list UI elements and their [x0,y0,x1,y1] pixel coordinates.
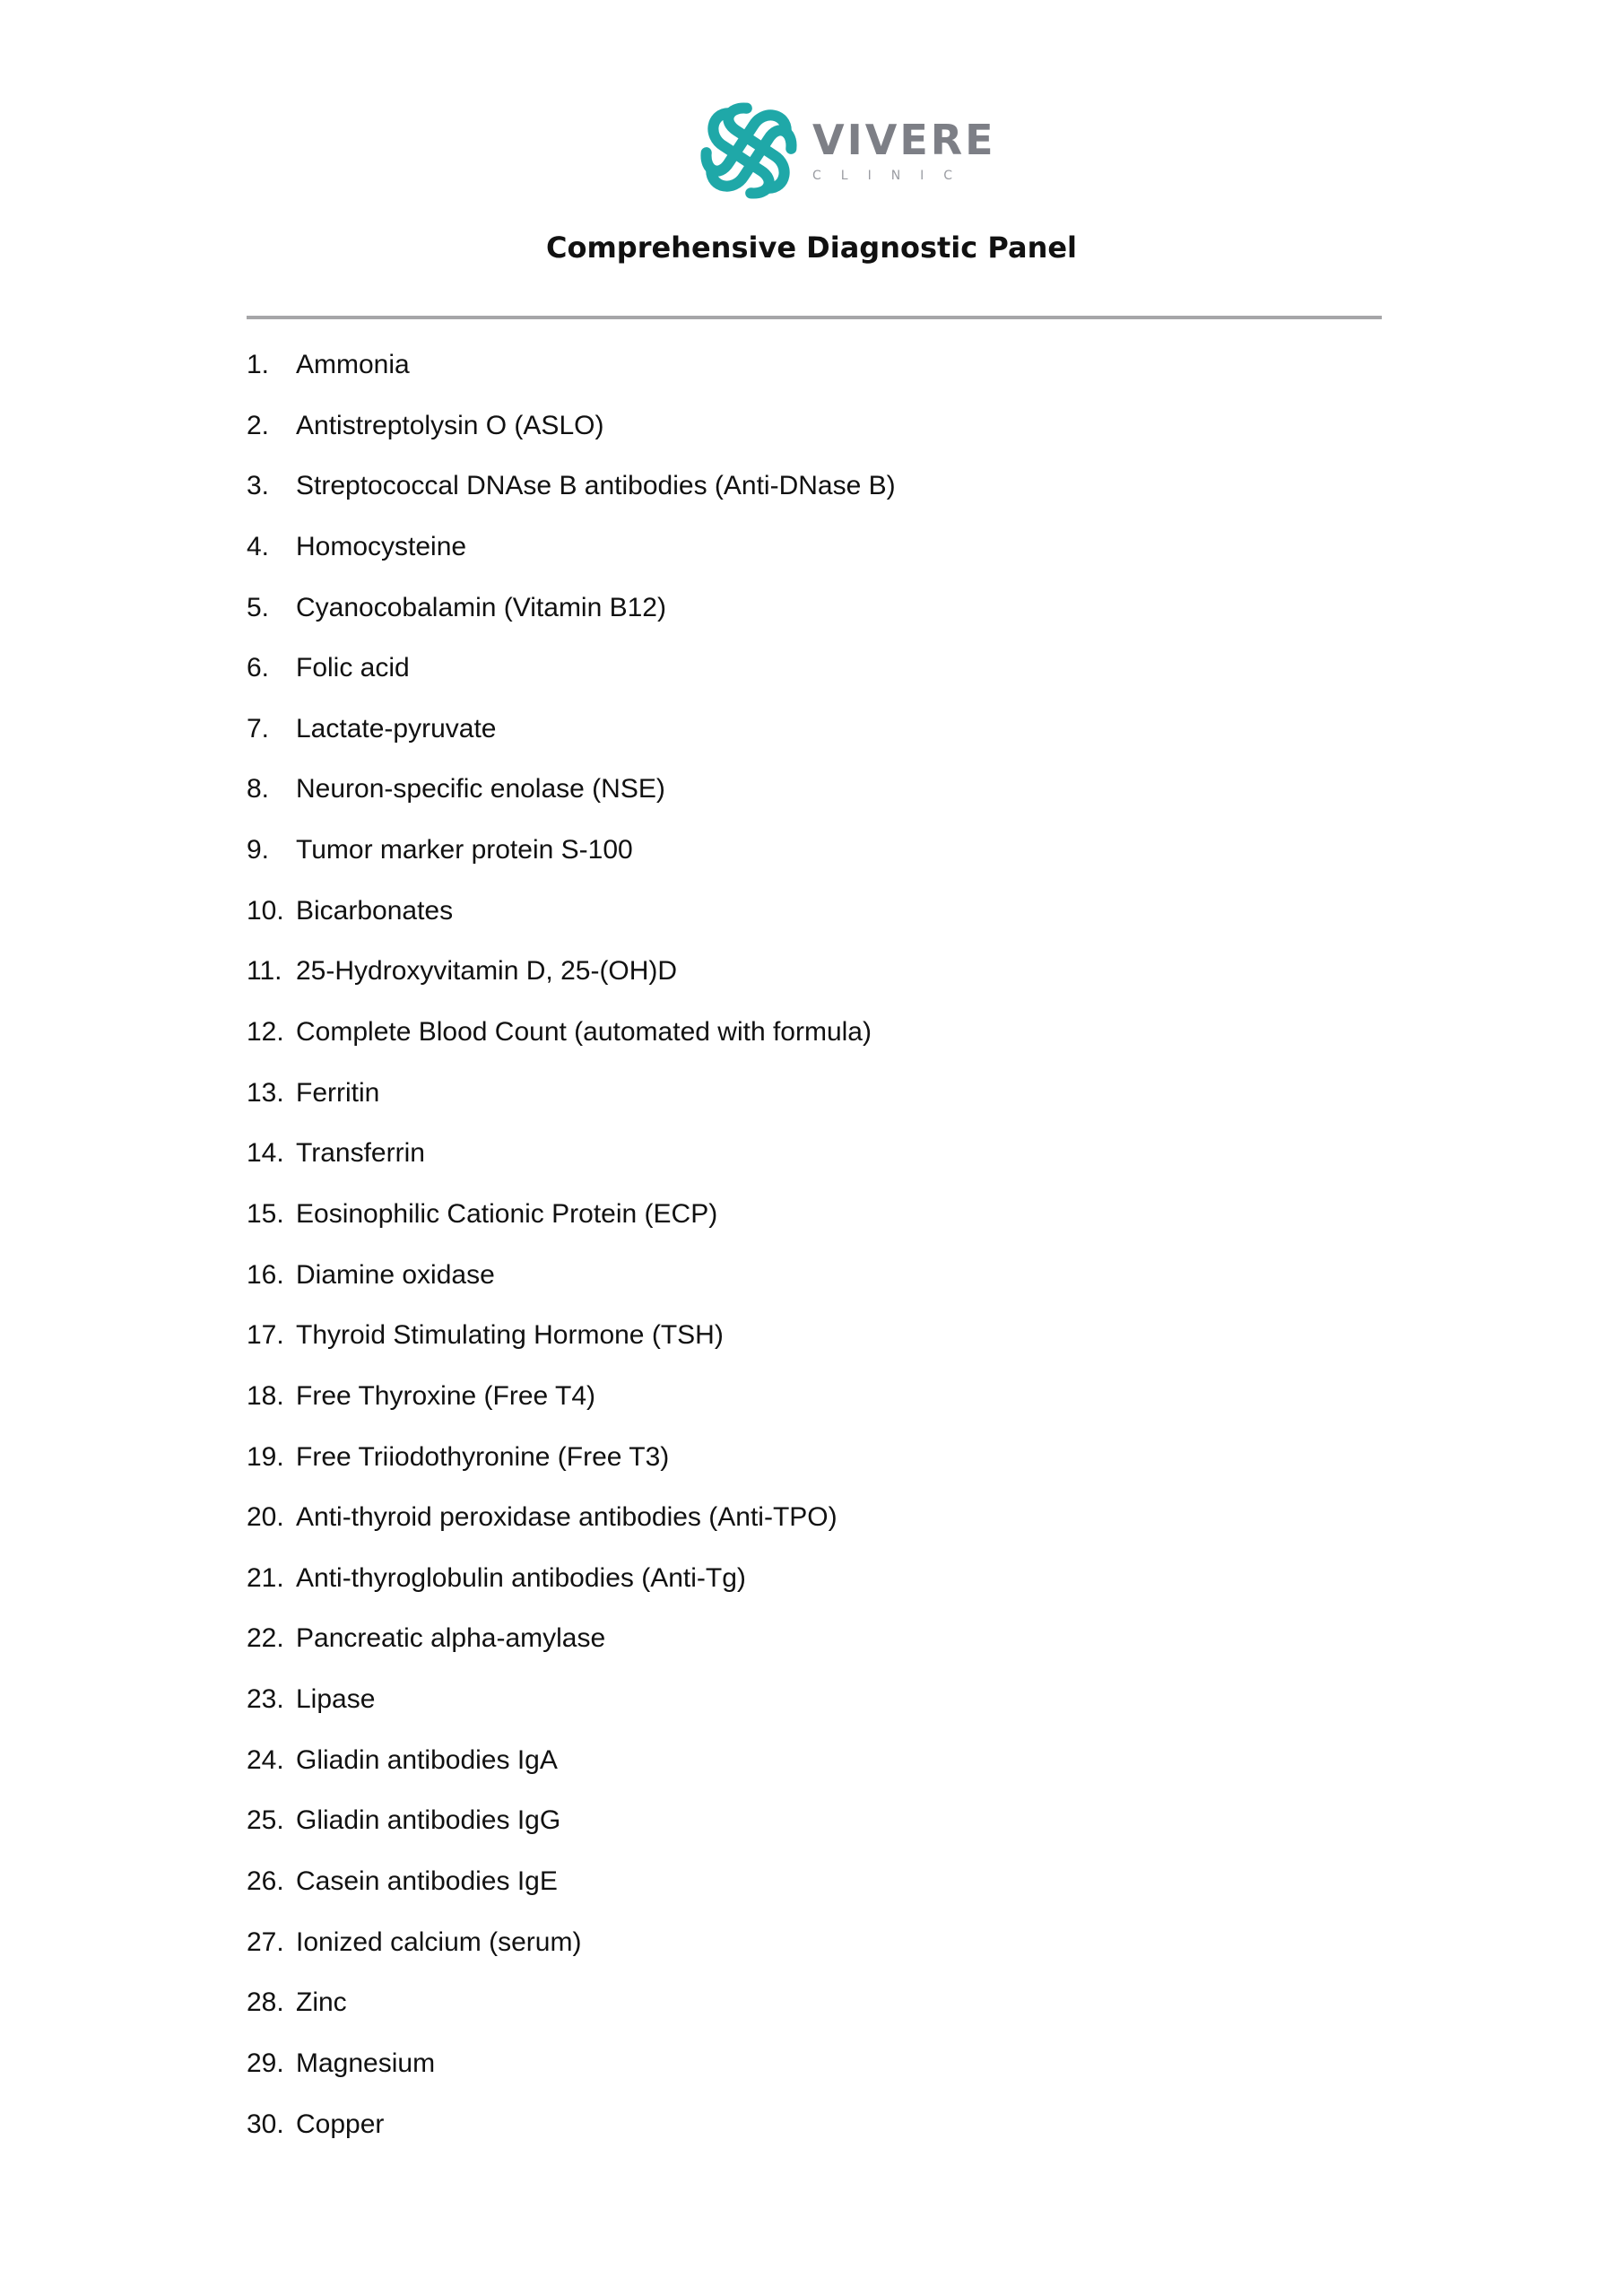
list-item-number: 14. [247,1138,284,1169]
list-item [247,1196,1382,1257]
list-item-label: Streptococcal DNAse B antibodies (Anti-DNase B) [296,471,896,501]
list-item-number: 26. [247,1866,284,1897]
list-item-label: Ammonia [296,350,410,379]
list-item-number: 5. [247,592,270,622]
list-item-label: Antistreptolysin O (ASLO) [296,410,604,440]
list-item-label: Lipase [296,1684,376,1715]
list-item [247,1925,1382,1986]
list-item-number: 4. [247,531,270,561]
list-item-number: 12. [247,1017,284,1048]
list-item [247,1014,1382,1075]
list-item [247,1743,1382,1804]
list-item [247,408,1382,469]
list-item-label: Cyanocobalamin (Vitamin B12) [296,592,666,622]
list-item [247,1985,1382,2046]
list-item-label: 25-Hydroxyvitamin D, 25-(OH)D [296,956,678,987]
list-item [247,893,1382,954]
list-item-label: Neuron-specific enolase (NSE) [296,774,665,804]
clinic-logo [699,101,996,200]
divider [247,316,1382,319]
list-item-label: Free Triiodothyronine (Free T3) [296,1441,670,1472]
list-item-label: Diamine oxidase [296,1259,495,1290]
list-item [247,529,1382,590]
list-item-number: 6. [247,653,270,683]
list-item-number: 18. [247,1380,284,1411]
list-item-label: Complete Blood Count (automated with formula) [296,1017,872,1048]
list-item-label: Free Thyroxine (Free T4) [296,1380,595,1411]
list-item [247,1378,1382,1439]
list-item-label: Casein antibodies IgE [296,1866,558,1897]
list-item-number: 19. [247,1441,284,1472]
logo-text [812,116,996,183]
list-item-label: Bicarbonates [296,895,454,926]
list-item-number: 8. [247,774,270,804]
list-item-number: 16. [247,1259,284,1290]
list-item-label: Anti-thyroid peroxidase antibodies (Anti-TPO) [296,1502,838,1533]
list-item-label: Ferritin [296,1077,380,1108]
list-item [247,590,1382,651]
list-item-label: Copper [296,2109,385,2139]
list-item-label: Magnesium [296,2048,436,2078]
logo-name: VIVERE [812,116,996,164]
list-item [247,1803,1382,1864]
list-item [247,1075,1382,1136]
list-item-label: Thyroid Stimulating Hormone (TSH) [296,1320,724,1351]
list-item-number: 3. [247,471,270,501]
list-item-number: 27. [247,1926,284,1957]
list-item-number: 20. [247,1502,284,1533]
list-item-number: 25. [247,1805,284,1836]
list-item-label: Gliadin antibodies IgG [296,1805,561,1836]
list-item-number: 10. [247,895,284,926]
list-item [247,468,1382,529]
test-list [247,347,1382,2167]
list-item-number: 30. [247,2109,284,2139]
list-item [247,832,1382,893]
list-item [247,650,1382,711]
list-item-number: 17. [247,1320,284,1351]
list-item [247,711,1382,772]
list-item-label: Gliadin antibodies IgA [296,1744,558,1775]
list-item [247,1864,1382,1925]
list-item [247,771,1382,832]
list-item-number: 24. [247,1744,284,1775]
list-item-number: 13. [247,1077,284,1108]
list-item [247,2046,1382,2107]
list-item [247,1439,1382,1500]
list-item-label: Homocysteine [296,531,467,561]
list-item-number: 9. [247,835,270,865]
list-item-label: Zinc [296,1987,347,2018]
list-item-label: Lactate-pyruvate [296,713,497,744]
list-item [247,1621,1382,1682]
list-item-number: 23. [247,1684,284,1715]
list-item-label: Tumor marker protein S-100 [296,835,633,865]
list-item-label: Anti-thyroglobulin antibodies (Anti-Tg) [296,1562,746,1593]
list-item [247,1500,1382,1561]
list-item [247,953,1382,1014]
list-item-number: 21. [247,1562,284,1593]
logo-subtitle: CLINIC [812,169,973,183]
list-item-label: Eosinophilic Cationic Protein (ECP) [296,1198,718,1229]
list-item-number: 29. [247,2048,284,2078]
list-item-label: Transferrin [296,1138,425,1169]
list-item [247,1561,1382,1622]
list-item-number: 11. [247,956,282,987]
list-item-number: 15. [247,1198,284,1229]
knot-logo-icon [699,101,798,200]
list-item [247,2107,1382,2168]
list-item-label: Ionized calcium (serum) [296,1926,582,1957]
list-item [247,1318,1382,1378]
list-item [247,347,1382,408]
list-item-number: 28. [247,1987,284,2018]
list-item-number: 22. [247,1623,284,1654]
list-item-label: Folic acid [296,653,410,683]
list-item-number: 1. [247,350,270,379]
list-item-number: 7. [247,713,270,744]
list-item [247,1257,1382,1318]
list-item-label: Pancreatic alpha-amylase [296,1623,606,1654]
list-item [247,1135,1382,1196]
list-item [247,1682,1382,1743]
page-title: Comprehensive Diagnostic Panel [545,230,1078,265]
list-item-number: 2. [247,410,270,440]
